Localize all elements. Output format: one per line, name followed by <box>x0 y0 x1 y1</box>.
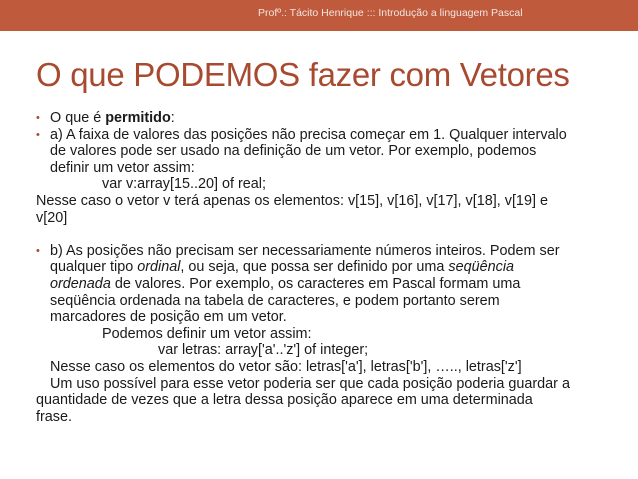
bullet-text: O que é <box>50 110 106 126</box>
italic-text: seqüência <box>448 259 515 276</box>
paragraph-line: Nesse caso os elementos do vetor são: letras['a'], letras['b'], ….., letras['z'] <box>50 358 522 375</box>
bold-text: permitido <box>105 110 171 126</box>
code-example-1: var v:array[15..20] of real; <box>102 176 266 193</box>
bullet-permitido <box>36 110 610 127</box>
define-line: Podemos definir um vetor assim: <box>102 325 312 342</box>
bullet-line-text: definir um vetor assim: <box>50 159 195 176</box>
paragraph-line: frase. <box>36 408 72 425</box>
bullet-text: : <box>170 110 175 126</box>
paragraph-line: Um uso possível para esse vetor poderia ser que cada posição poderia guardar a <box>50 375 570 392</box>
bullet-line-text: seqüência ordenada na tabela de caracteres, e podem portanto serem <box>50 292 500 309</box>
text-run: , ou seja, que possa ser definido por uma <box>180 259 449 276</box>
header-text: Profº.: Tácito Henrique ::: Introdução a linguagem Pascal <box>258 7 523 19</box>
italic-text: ordinal <box>137 259 181 276</box>
spacer <box>36 226 610 243</box>
bullet-line-text <box>50 259 610 276</box>
italic-text: ordenada <box>50 275 111 292</box>
bullet-line-text: de valores pode ser usado na definição de um vetor. Por exemplo, podemos <box>50 143 537 160</box>
header-bar <box>0 0 638 31</box>
paragraph-line: v[20] <box>36 209 68 226</box>
bullet-line-text <box>50 276 610 293</box>
code-example-2: var letras: array['a'..'z'] of integer; <box>158 342 369 359</box>
bullet-line-text: • a) A faixa de valores das posições não precisa começar em 1. Qualquer intervalo <box>50 126 567 143</box>
bullet-line-text: marcadores de posição em um vetor. <box>50 309 287 326</box>
bullet-a <box>36 127 610 177</box>
paragraph-line: Nesse caso o vetor v terá apenas os elementos: v[15], v[16], v[17], v[18], v[19] e <box>36 192 548 209</box>
text-run: de valores. Por exemplo, os caracteres em Pascal formam uma <box>110 275 521 292</box>
paragraph-line: quantidade de vezes que a letra dessa posição aparece em uma determinada <box>36 392 533 409</box>
bullet-line-text: • b) As posições não precisam ser necessariamente números inteiros. Podem ser <box>50 242 560 259</box>
text-run: qualquer tipo <box>50 259 138 276</box>
slide-title: O que PODEMOS fazer com Vetores <box>36 56 570 93</box>
bullet-b <box>36 243 610 326</box>
slide-content <box>36 110 610 425</box>
